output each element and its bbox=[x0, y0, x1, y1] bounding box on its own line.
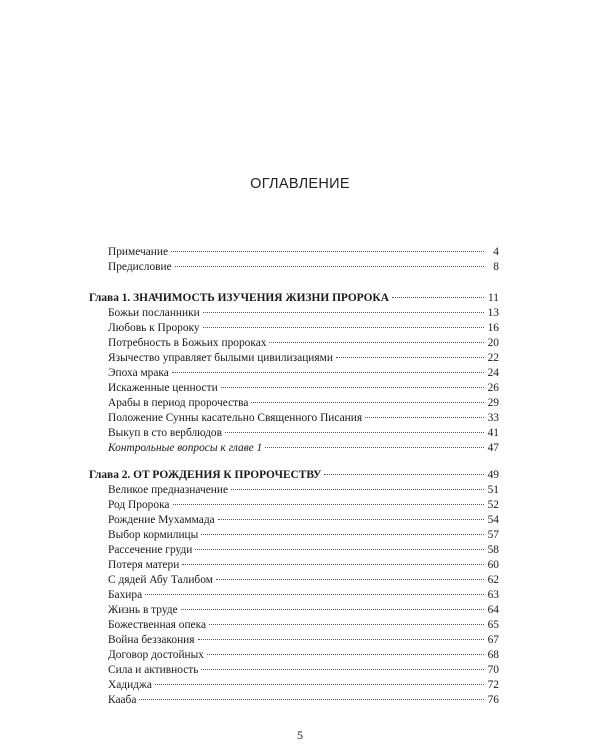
toc-entry[interactable] bbox=[89, 633, 499, 648]
toc-entry-page: 62 bbox=[487, 574, 499, 586]
dot-leader bbox=[145, 593, 484, 595]
toc-entry-page: 41 bbox=[487, 427, 499, 439]
toc-entry-label: Искаженные ценности bbox=[108, 382, 218, 394]
toc-chapter-label: Глава 2. ОТ РОЖДЕНИЯ К ПРОРОЧЕСТВУ bbox=[89, 469, 322, 481]
dot-leader bbox=[198, 638, 484, 640]
dot-leader bbox=[251, 401, 484, 403]
dot-leader bbox=[209, 623, 484, 625]
toc-entry-page: 72 bbox=[487, 679, 499, 691]
toc-entry-page: 8 bbox=[493, 261, 499, 273]
toc-entry[interactable] bbox=[89, 306, 499, 321]
toc-entry-label: Предисловие bbox=[108, 261, 172, 273]
dot-leader bbox=[336, 356, 484, 358]
dot-leader bbox=[207, 653, 484, 655]
toc-entry-label: Выбор кормилицы bbox=[108, 529, 199, 541]
toc-entry-label: Кааба bbox=[108, 694, 137, 706]
toc-entry-page: 54 bbox=[487, 514, 499, 526]
toc-entry[interactable] bbox=[89, 483, 499, 498]
toc-entry-page: 47 bbox=[487, 442, 499, 454]
toc-entry[interactable] bbox=[89, 351, 499, 366]
toc-entry-label: Положение Сунны касательно Священного Писания bbox=[108, 412, 363, 424]
toc-entry-label: Любовь к Пророку bbox=[108, 322, 200, 334]
dot-leader bbox=[173, 503, 485, 505]
toc-entry[interactable] bbox=[89, 260, 499, 275]
toc-entry[interactable] bbox=[89, 663, 499, 678]
dot-leader bbox=[221, 386, 484, 388]
toc-entry-label: Бахира bbox=[108, 589, 143, 601]
dot-leader bbox=[175, 265, 484, 267]
toc-entry[interactable] bbox=[89, 498, 499, 513]
toc-entry[interactable] bbox=[89, 543, 499, 558]
dot-leader bbox=[231, 488, 484, 490]
toc-entry-page: 4 bbox=[493, 246, 499, 258]
page-title: ОГЛАВЛЕНИЕ bbox=[250, 176, 350, 192]
toc-chapter-page: 11 bbox=[488, 292, 499, 304]
dot-leader bbox=[203, 311, 484, 313]
toc-entry-page: 22 bbox=[487, 352, 499, 364]
toc-entry[interactable] bbox=[89, 558, 499, 573]
toc-entry[interactable] bbox=[89, 245, 499, 260]
toc-entry[interactable] bbox=[89, 411, 499, 426]
toc-entry-page: 13 bbox=[487, 307, 499, 319]
toc-entry[interactable] bbox=[89, 336, 499, 351]
toc-entry[interactable] bbox=[89, 648, 499, 663]
toc-entry-label: Божественная опека bbox=[108, 619, 207, 631]
toc-entry-label: Жизнь в труде bbox=[108, 604, 178, 616]
toc-entry-page: 26 bbox=[487, 382, 499, 394]
dot-leader bbox=[201, 668, 484, 670]
toc-entry-label: Язычество управляет былыми цивилизациями bbox=[108, 352, 333, 364]
dot-leader bbox=[195, 548, 484, 550]
toc-entry-label: Эпоха мрака bbox=[108, 367, 169, 379]
dot-leader bbox=[324, 473, 484, 475]
toc-entry-label: Потребность в Божьих пророках bbox=[108, 337, 267, 349]
toc-entry-label: Договор достойных bbox=[108, 649, 204, 661]
dot-leader bbox=[139, 698, 484, 700]
toc-entry-page: 51 bbox=[487, 484, 499, 496]
toc-entry-label: Божьи посланники bbox=[108, 307, 200, 319]
toc-entry-label: Примечание bbox=[108, 246, 169, 258]
toc-chapter-heading[interactable] bbox=[89, 291, 499, 306]
toc-entry[interactable] bbox=[89, 513, 499, 528]
dot-leader bbox=[269, 341, 484, 343]
dot-leader bbox=[365, 416, 484, 418]
toc-entry[interactable] bbox=[89, 528, 499, 543]
dot-leader bbox=[181, 608, 484, 610]
dot-leader bbox=[201, 533, 484, 535]
toc-entry-label: Контрольные вопросы к главе 1 bbox=[108, 442, 263, 454]
toc-entry-label: Сила и активность bbox=[108, 664, 199, 676]
toc-entry-label: Род Пророка bbox=[108, 499, 170, 511]
toc-entry-page: 52 bbox=[487, 499, 499, 511]
dot-leader bbox=[155, 683, 484, 685]
toc-entry[interactable] bbox=[89, 573, 499, 588]
toc-chapter-heading[interactable] bbox=[89, 468, 499, 483]
toc-entry-page: 60 bbox=[487, 559, 499, 571]
toc-entry-page: 63 bbox=[487, 589, 499, 601]
toc-entry-label: Рассечение груди bbox=[108, 544, 193, 556]
toc-entry-label: Потеря матери bbox=[108, 559, 180, 571]
dot-leader bbox=[182, 563, 484, 565]
toc-chapter-2 bbox=[89, 468, 499, 708]
toc-entry-page: 76 bbox=[487, 694, 499, 706]
toc-chapter-page: 49 bbox=[487, 469, 499, 481]
dot-leader bbox=[265, 446, 484, 448]
toc-entry[interactable] bbox=[89, 603, 499, 618]
page-number: 5 bbox=[297, 728, 303, 742]
toc-entry-page: 24 bbox=[487, 367, 499, 379]
toc-entry-label: Выкуп в сто верблюдов bbox=[108, 427, 222, 439]
toc-entry-label: Хадиджа bbox=[108, 679, 152, 691]
toc-entry-page: 16 bbox=[487, 322, 499, 334]
toc-entry-label: С дядей Абу Талибом bbox=[108, 574, 213, 586]
toc-entry-page: 67 bbox=[487, 634, 499, 646]
dot-leader bbox=[171, 250, 484, 252]
toc-entry[interactable] bbox=[89, 588, 499, 603]
toc-entry[interactable] bbox=[89, 381, 499, 396]
toc-entry[interactable] bbox=[89, 618, 499, 633]
toc-chapter-label: Глава 1. ЗНАЧИМОСТЬ ИЗУЧЕНИЯ ЖИЗНИ ПРОРОКА bbox=[89, 292, 389, 304]
toc-front-matter bbox=[89, 245, 499, 275]
dot-leader bbox=[392, 296, 484, 298]
toc-chapter-1 bbox=[89, 291, 499, 456]
toc-entry[interactable] bbox=[89, 426, 499, 441]
dot-leader bbox=[172, 371, 484, 373]
toc-entry[interactable] bbox=[89, 693, 499, 708]
toc-entry[interactable] bbox=[89, 396, 499, 411]
toc-entry-label: Рождение Мухаммада bbox=[108, 514, 215, 526]
toc-entry[interactable] bbox=[89, 321, 499, 336]
toc-entry-page: 64 bbox=[487, 604, 499, 616]
toc-entry[interactable] bbox=[89, 678, 499, 693]
toc-entry-page: 33 bbox=[487, 412, 499, 424]
toc-entry-page: 57 bbox=[487, 529, 499, 541]
dot-leader bbox=[225, 431, 484, 433]
toc-entry-label: Война беззакония bbox=[108, 634, 195, 646]
dot-leader bbox=[203, 326, 484, 328]
toc-entry-label: Великое предназначение bbox=[108, 484, 228, 496]
toc-entry-page: 68 bbox=[487, 649, 499, 661]
toc-entry-label: Арабы в период пророчества bbox=[108, 397, 249, 409]
toc-entry-page: 65 bbox=[487, 619, 499, 631]
dot-leader bbox=[218, 518, 484, 520]
toc-entry-page: 20 bbox=[487, 337, 499, 349]
toc-entry[interactable] bbox=[89, 366, 499, 381]
toc-entry-page: 58 bbox=[487, 544, 499, 556]
toc-entry-review-questions[interactable] bbox=[89, 441, 499, 456]
toc-entry-page: 29 bbox=[487, 397, 499, 409]
dot-leader bbox=[216, 578, 484, 580]
toc-entry-page: 70 bbox=[487, 664, 499, 676]
